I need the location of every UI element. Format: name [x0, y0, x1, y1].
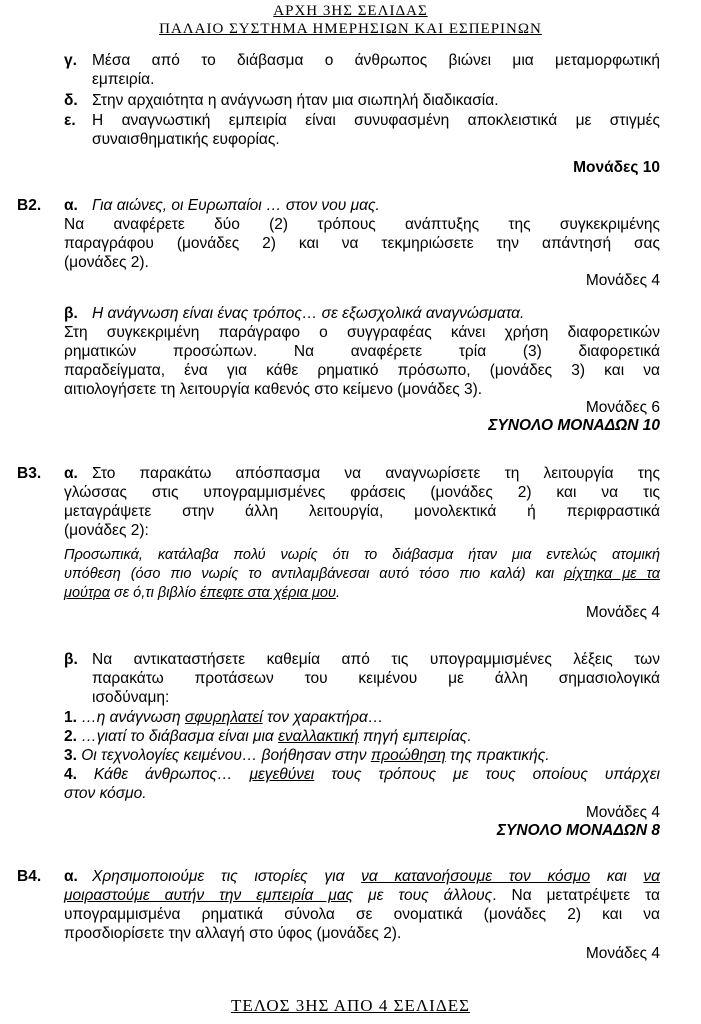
b3-b-line3: ισοδύναμη:	[92, 689, 170, 706]
b4-text: . Να μετατρέψετε τα	[492, 887, 661, 904]
b4-points: Μονάδες 4	[585, 945, 660, 962]
item-e-line2: συναισθηματικής ευφορίας.	[92, 131, 280, 148]
item-letter-d: δ.	[64, 92, 78, 109]
page-header-system: ΠΑΛΑΙΟ ΣΥΣΤΗΜΑ ΗΜΕΡΗΣΙΩΝ ΚΑΙ ΕΣΠΕΡΙΝΩΝ	[159, 21, 542, 37]
b4-label: Β4.	[17, 868, 42, 885]
item-text: …γιατί το διάβασμα είναι μια	[76, 728, 279, 745]
item-underlined-word: σφυρηλατεί	[184, 709, 263, 726]
b4-a-letter: α.	[64, 868, 78, 885]
item-underlined-word: μεγεθύνει	[249, 766, 315, 783]
b3-a-line1: Στο παρακάτω απόσπασμα να αναγνωρίσετε τη λειτουργία της	[92, 465, 660, 482]
b1-points: Μονάδες 10	[573, 159, 660, 176]
item-text: …η ανάγνωση	[76, 709, 185, 726]
item-text: τον χαρακτήρα…	[262, 709, 384, 726]
item-text: τους τρόπους με τους οποίους υπάρχει	[314, 766, 661, 783]
excerpt-text: .	[335, 585, 340, 601]
b2-a-letter: α.	[64, 197, 78, 214]
b3-a-points: Μονάδες 4	[585, 604, 660, 621]
excerpt-underlined-phrase: ρίχτηκα με τα	[564, 566, 660, 582]
b2-b-line3: παραδείγματα, ένα για κάθε ρηματικό πρόσωπο, (μονάδες 3) και να	[64, 362, 660, 379]
b3-a-letter: α.	[64, 465, 78, 482]
b3-excerpt-line1: Προσωπικά, κατάλαβα πολύ νωρίς ότι το διάβασμα ήταν μια εντελώς ατομική	[64, 547, 660, 563]
b2-b-title: Η ανάγνωση είναι ένας τρόπος… σε εξωσχολικά αναγνώσματα.	[92, 305, 525, 322]
item-e-line1: Η αναγνωστική εμπειρία είναι συνυφασμένη αποκλειστικά με στιγμές	[92, 112, 660, 129]
b2-b-letter: β.	[64, 305, 78, 322]
b3-b-line2: παρακάτω προτάσεων του κειμένου με άλλη σημασιολογικά	[92, 670, 660, 687]
b3-item-4	[64, 765, 660, 784]
page-footer: ΤΕΛΟΣ 3ΗΣ ΑΠΟ 4 ΣΕΛΙΔΕΣ	[230, 996, 471, 1015]
item-number: 1.	[64, 709, 77, 726]
item-number: 4.	[64, 766, 77, 783]
item-underlined-word: προώθηση	[370, 747, 446, 764]
b3-excerpt-line2	[64, 565, 660, 584]
b3-item-4-cont: στον κόσμο.	[64, 785, 147, 802]
b2-a-title: Για αιώνες, οι Ευρωπαίοι … στον νου μας.	[92, 197, 380, 214]
excerpt-underlined-phrase: μούτρα	[64, 585, 110, 601]
b3-excerpt-line3	[64, 584, 340, 603]
b4-underlined-phrase: μοιραστούμε αυτήν την εμπειρία μας	[64, 887, 354, 904]
b3-item-2	[64, 727, 472, 746]
b4-text: Χρησιμοποιούμε τις ιστορίες για	[92, 868, 362, 885]
page-header-start: ΑΡΧΗ 3ΗΣ ΣΕΛΙΔΑΣ	[273, 3, 428, 19]
b4-text: και	[590, 868, 644, 885]
b4-a-line2	[64, 886, 660, 905]
excerpt-text: υπόθεση (όσο πιο νωρίς το αντιλαμβάνεσαι αυτό τόσο πιο καλά) και	[64, 566, 565, 582]
b4-a-line4: προσδιορίσετε την αλλαγή στο ύφος (μονάδες 2).	[64, 925, 402, 942]
b3-total: ΣΥΝΟΛΟ ΜΟΝΑΔΩΝ 8	[496, 822, 660, 839]
b3-item-3	[64, 746, 550, 765]
b2-label: Β2.	[17, 197, 42, 214]
item-letter-e: ε.	[64, 112, 76, 129]
b3-a-line2: γλώσσας στις υπογραμμισμένες φράσεις (μονάδες 2) και να τις	[64, 484, 660, 501]
b2-a-line3: (μονάδες 2).	[64, 254, 149, 271]
b3-a-line4: (μονάδες 2):	[64, 522, 149, 539]
b4-underlined-phrase: να	[643, 868, 660, 885]
b4-underlined-phrase: να κατανοήσουμε τον κόσμο	[361, 868, 591, 885]
b2-a-points: Μονάδες 4	[585, 272, 660, 289]
b3-b-line1: Να αντικαταστήσετε καθεμία από τις υπογραμμισμένες λέξεις των	[92, 651, 660, 668]
item-d-line1: Στην αρχαιότητα η ανάγνωση ήταν μια σιωπηλή διαδικασία.	[92, 92, 499, 109]
b2-b-line4: αιτιολογήσετε τη λειτουργία καθενός στο κείμενο (μονάδες 3).	[64, 381, 483, 398]
item-text: της πρακτικής.	[445, 747, 550, 764]
b2-a-line1: Να αναφέρετε δύο (2) τρόπους ανάπτυξης της συγκεκριμένης	[64, 216, 660, 233]
b4-text: με τους άλλους	[353, 887, 493, 904]
item-text: Οι τεχνολογίες κειμένου… βοήθησαν στην	[76, 747, 371, 764]
excerpt-text: σε ό,τι βιβλίο	[109, 585, 201, 601]
b2-b-points: Μονάδες 6	[585, 399, 660, 416]
b2-a-line2: παραγράφου (μονάδες 2) και να τεκμηριώσετε την απάντησή σας	[64, 235, 660, 252]
item-number: 3.	[64, 747, 77, 764]
item-number: 2.	[64, 728, 77, 745]
b3-a-line3: μεταγράψετε στην άλλη λειτουργία, μονολεκτικά ή περιφραστικά	[64, 503, 660, 520]
item-g-line1: Μέσα από το διάβασμα ο άνθρωπος βιώνει μια μεταμορφωτική	[92, 52, 660, 69]
b3-label: Β3.	[17, 465, 42, 482]
b3-b-points: Μονάδες 4	[585, 804, 660, 821]
b2-b-line1: Στη συγκεκριμένη παράγραφο ο συγγραφέας κάνει χρήση διαφορετικών	[64, 324, 660, 341]
item-underlined-word: εναλλακτική	[278, 728, 359, 745]
item-text: πηγή εμπειρίας.	[358, 728, 472, 745]
b2-b-line2: ρηματικών προσώπων. Να αναφέρετε τρία (3) διαφορετικά	[64, 343, 660, 360]
b4-a-line1	[92, 867, 660, 886]
item-text: Κάθε άνθρωπος…	[76, 766, 250, 783]
b2-total: ΣΥΝΟΛΟ ΜΟΝΑΔΩΝ 10	[488, 417, 660, 434]
b4-a-line3: υπογραμμισμένα ρηματικά σύνολα σε ονοματικά (μονάδες 2) και να	[64, 906, 660, 923]
item-g-line2: εμπειρία.	[92, 71, 155, 88]
b3-b-letter: β.	[64, 651, 78, 668]
b3-item-1	[64, 708, 383, 727]
excerpt-underlined-phrase: έπεφτε στα χέρια μου	[200, 585, 336, 601]
item-letter-g: γ.	[64, 52, 77, 69]
